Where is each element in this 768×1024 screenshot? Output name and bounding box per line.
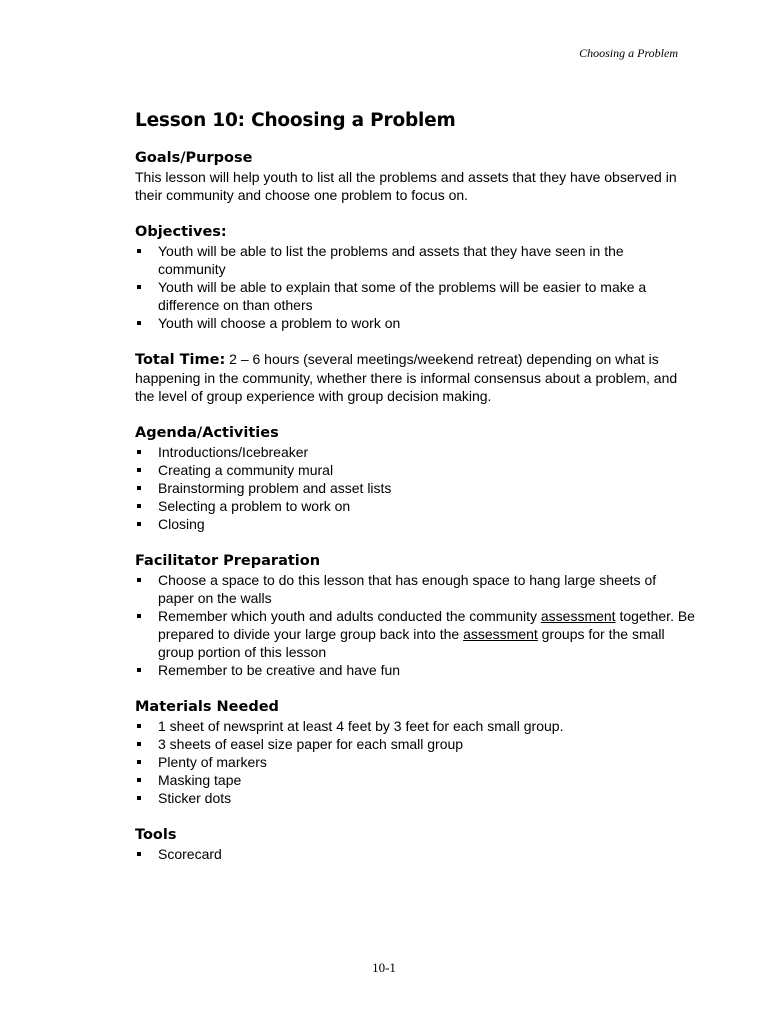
list-item: Sticker dots (135, 789, 695, 807)
list-item: Youth will be able to list the problems and assets that they have seen in the community (135, 242, 695, 278)
total-time-text: 2 – 6 hours (several meetings/weekend retreat) depending on what is happening in the community, whether there is informal consensus about a problem, and the level of group experience with group decision making. (135, 351, 678, 404)
list-item: Plenty of markers (135, 753, 695, 771)
agenda-heading: Agenda/Activities (135, 425, 279, 441)
running-header: Choosing a Problem (579, 46, 678, 60)
list-item: Introductions/Icebreaker (135, 443, 695, 461)
list-item: Masking tape (135, 771, 695, 789)
objectives-heading: Objectives: (135, 224, 227, 240)
facilitator-heading: Facilitator Preparation (135, 553, 321, 569)
agenda-list (135, 443, 695, 533)
assessment-link[interactable]: assessment (463, 626, 538, 642)
facilitator-list (135, 571, 695, 679)
list-item: Choose a space to do this lesson that has enough space to hang large sheets of paper on the walls (135, 571, 695, 607)
goals-heading: Goals/Purpose (135, 150, 253, 166)
list-item: Brainstorming problem and asset lists (135, 479, 695, 497)
page-number: 10-1 (372, 960, 396, 975)
text-segment: groups for the small group portion of this lesson (158, 626, 665, 660)
list-item: Scorecard (135, 845, 695, 863)
materials-list (135, 717, 695, 807)
goals-text: This lesson will help youth to list all the problems and assets that they have observed in their community and choose one problem to focus on. (135, 169, 677, 203)
text-segment: Remember which youth and adults conducted the community (158, 608, 541, 624)
list-item: Youth will be able to explain that some of the problems will be easier to make a difference on than others (135, 278, 695, 314)
objectives-list (135, 242, 695, 332)
materials-heading: Materials Needed (135, 699, 279, 715)
lesson-content (135, 110, 695, 863)
tools-list (135, 845, 695, 863)
text-segment: together. Be prepared to divide your large group back into the (158, 608, 695, 642)
total-time-heading: Total Time: (135, 352, 226, 368)
tools-heading: Tools (135, 827, 177, 843)
list-item: Closing (135, 515, 695, 533)
list-item (135, 607, 695, 661)
list-item: Remember to be creative and have fun (135, 661, 695, 679)
list-item: Selecting a problem to work on (135, 497, 695, 515)
total-time-paragraph (135, 350, 695, 405)
lesson-title: Lesson 10: Choosing a Problem (135, 110, 456, 131)
list-item: Creating a community mural (135, 461, 695, 479)
assessment-link[interactable]: assessment (540, 608, 616, 624)
list-item: 1 sheet of newsprint at least 4 feet by 3 feet for each small group. (135, 717, 695, 735)
list-item: 3 sheets of easel size paper for each small group (135, 735, 695, 753)
list-item: Youth will choose a problem to work on (135, 314, 695, 332)
